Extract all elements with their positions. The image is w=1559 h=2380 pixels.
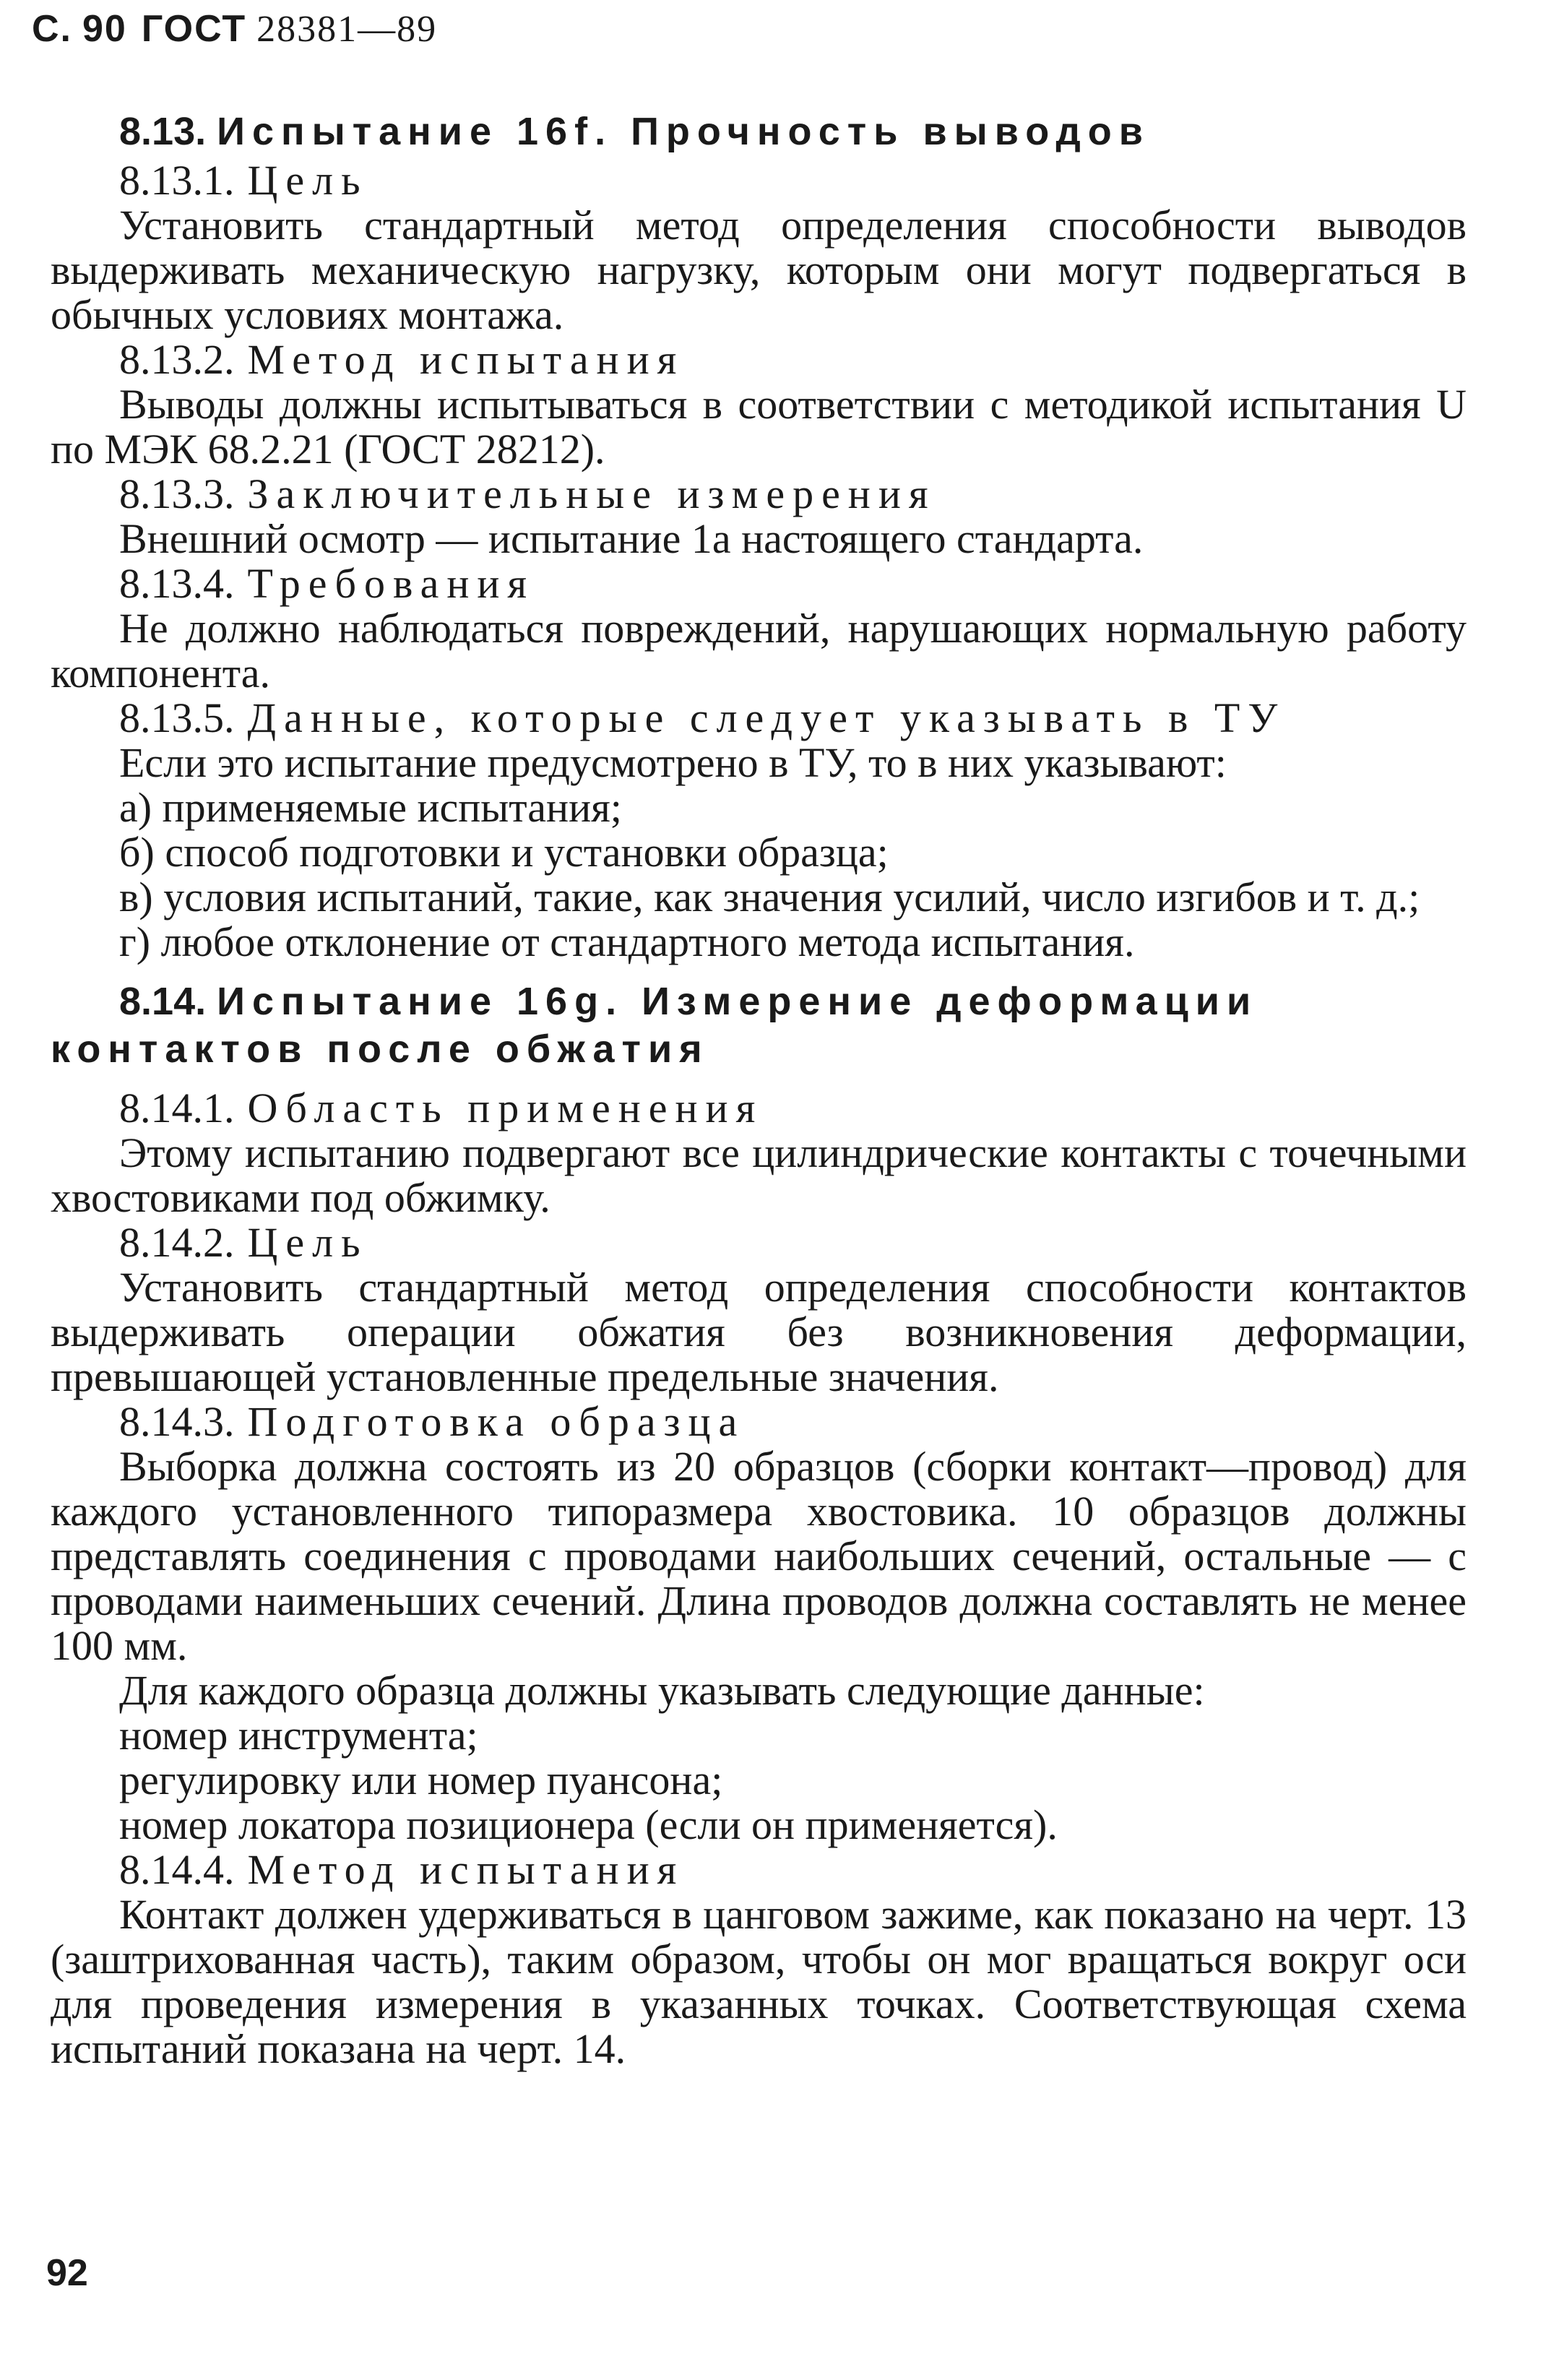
subsection-number: 8.14.1. [119, 1085, 235, 1131]
section-heading-8-13 [51, 108, 1467, 155]
subsection-number: 8.13.3. [119, 470, 235, 517]
subsection-heading-8-14-4 [51, 1847, 1467, 1892]
subsection-title: Метод испытания [247, 336, 685, 383]
running-header [32, 7, 437, 51]
subsection-number: 8.14.4. [119, 1846, 235, 1893]
list-item: в) условия испытаний, такие, как значения усилий, число изгибов и т. д.; [119, 874, 1420, 920]
document-body [51, 105, 1467, 2071]
subsection-heading-8-13-3 [51, 472, 1467, 517]
subsection-heading-8-13-2 [51, 337, 1467, 382]
subsection-heading-8-14-1 [51, 1086, 1467, 1131]
paragraph: Контакт должен удерживаться в цанговом зажиме, как показано на черт. 13 (заштрихованная часть), таким образом, чтобы он мог вращаться вокруг оси для проведения измерения в указанных точках. Соответствующая схема испытаний показана на черт. 14. [51, 1891, 1467, 2072]
header-standard: ГОСТ [141, 8, 247, 50]
subsection-title: Данные, которые следует указывать в ТУ [247, 694, 1286, 741]
subsection-title: Цель [247, 157, 368, 204]
subsection-number: 8.13.5. [119, 694, 235, 741]
subsection-title: Требования [247, 560, 535, 607]
subsection-heading-8-14-2 [51, 1220, 1467, 1265]
header-prefix: С. [32, 8, 72, 50]
subsection-title: Заключительные измерения [247, 470, 936, 517]
list-item: номер инструмента; [119, 1712, 478, 1759]
subsection-number: 8.13.4. [119, 560, 235, 607]
subsection-title: Цель [247, 1219, 368, 1266]
subsection-heading-8-13-1 [51, 158, 1467, 203]
paragraph: Выборка должна состоять из 20 образцов (сборки контакт—провод) для каждого установленного типоразмера хвостовика. 10 образцов должны представлять соединения с проводами наибольших сечений, остальные — с проводами наименьших сечений. Длина проводов должна составлять не менее 100 мм. [51, 1443, 1467, 1669]
paragraph: Если это испытание предусмотрено в ТУ, то в них указывают: [119, 739, 1227, 786]
paragraph: Не должно наблюдаться повреждений, нарушающих нормальную работу компонента. [51, 605, 1467, 697]
paragraph: Этому испытанию подвергают все цилиндрические контакты с точечными хвостовиками под обжимку. [51, 1129, 1467, 1221]
section-title: Испытание 16g. Измерение деформации контактов после обжатия [51, 980, 1258, 1071]
list-item: номер локатора позиционера (если он применяется). [119, 1801, 1058, 1848]
header-page-number: 90 [82, 8, 127, 50]
subsection-title: Подготовка образца [247, 1398, 746, 1445]
list-item: б) способ подготовки и установки образца; [119, 829, 889, 876]
list-item: регулировку или номер пуансона; [119, 1756, 723, 1803]
subsection-number: 8.13.1. [119, 157, 235, 204]
subsection-title: Метод испытания [247, 1846, 685, 1893]
subsection-number: 8.14.3. [119, 1398, 235, 1445]
section-heading-8-14 [51, 978, 1467, 1073]
page-number-footer: 92 [46, 2252, 88, 2294]
subsection-number: 8.13.2. [119, 336, 235, 383]
paragraph: Внешний осмотр — испытание 1a настоящего стандарта. [119, 515, 1144, 562]
subsection-heading-8-14-3 [51, 1400, 1467, 1444]
spacer [51, 965, 1467, 975]
list-item: г) любое отклонение от стандартного метода испытания. [119, 918, 1135, 965]
paragraph: Установить стандартный метод определения способности выводов выдерживать механическую нагрузку, которым они могут подвергаться в обычных условиях монтажа. [51, 202, 1467, 338]
subsection-title: Область применения [247, 1085, 764, 1131]
subsection-heading-8-13-5 [51, 696, 1467, 741]
subsection-heading-8-13-4 [51, 561, 1467, 606]
list-item: а) применяемые испытания; [119, 784, 622, 831]
header-standard-number: 28381—89 [256, 9, 438, 50]
section-number: 8.13. [119, 110, 207, 153]
paragraph: Для каждого образца должны указывать следующие данные: [119, 1667, 1205, 1714]
subsection-number: 8.14.2. [119, 1219, 235, 1266]
section-title: Испытание 16f. Прочность выводов [217, 110, 1150, 153]
paragraph: Установить стандартный метод определения способности контактов выдерживать операции обжатия без возникновения деформации, превышающей установленные предельные значения. [51, 1264, 1467, 1400]
section-number: 8.14. [119, 980, 207, 1023]
paragraph: Выводы должны испытываться в соответствии с методикой испытания U по МЭК 68.2.21 (ГОСТ 28212). [51, 381, 1467, 473]
